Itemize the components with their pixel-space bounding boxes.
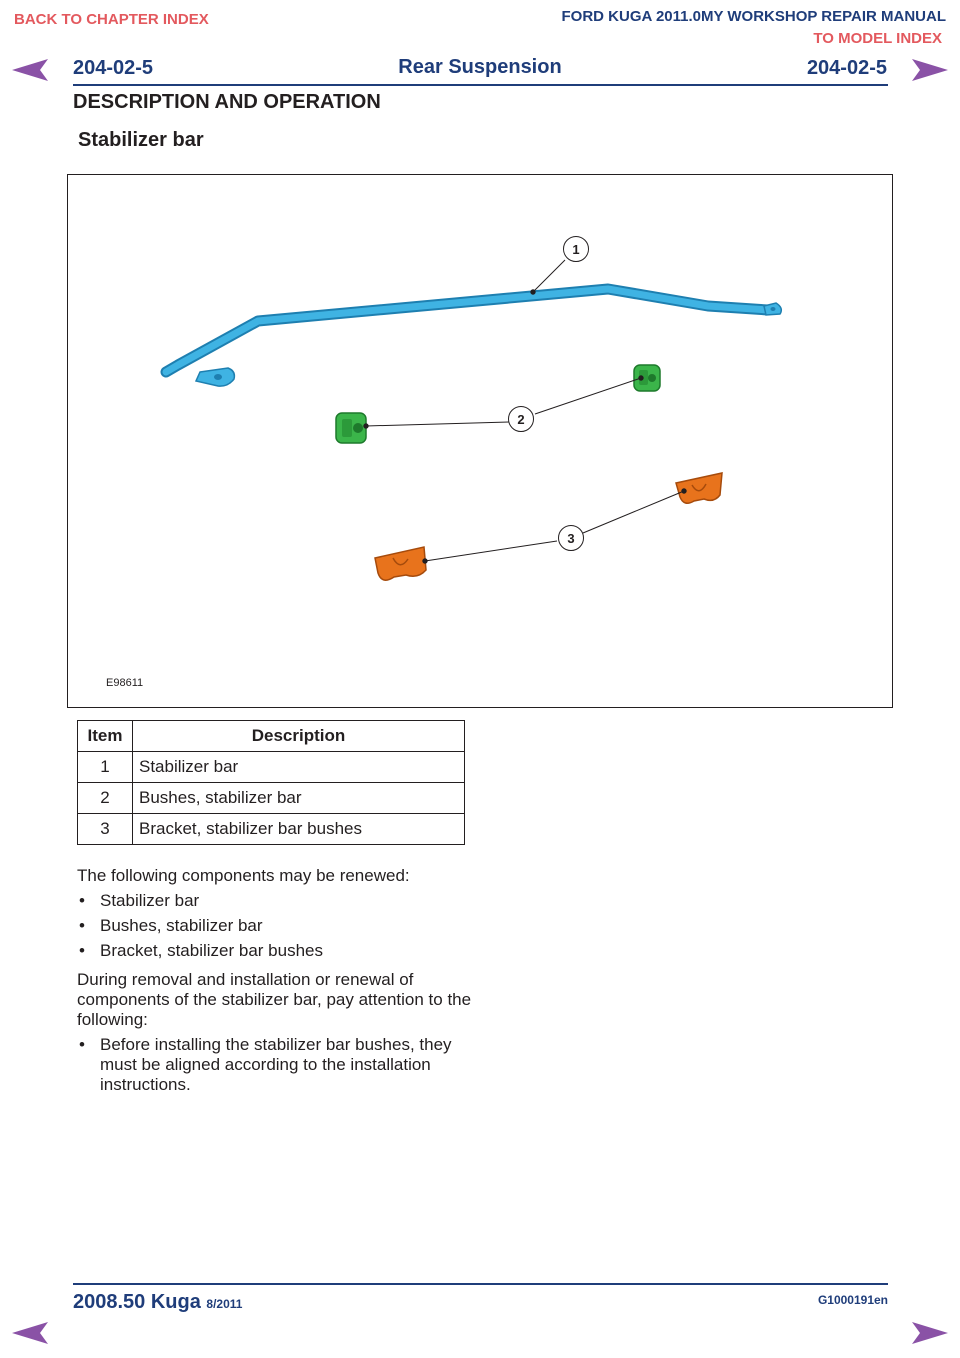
body-content [77, 866, 472, 1095]
table-header-item: Item [78, 721, 133, 752]
footer-model-name: 2008.50 Kuga [73, 1291, 201, 1313]
manual-title: FORD KUGA 2011.0MY WORKSHOP REPAIR MANUAL [561, 8, 946, 25]
table-cell-description: Stabilizer bar [133, 752, 465, 783]
callout-2 [509, 407, 534, 432]
back-to-chapter-index-link[interactable]: BACK TO CHAPTER INDEX [14, 11, 209, 28]
callout-3 [559, 526, 584, 551]
bracket-left-drawing [375, 547, 426, 580]
svg-text:2: 2 [517, 412, 525, 427]
svg-text:3: 3 [567, 531, 575, 546]
footer-model [73, 1291, 242, 1314]
list-item: • Bracket, stabilizer bar bushes [77, 941, 472, 961]
to-model-index-link[interactable]: TO MODEL INDEX [813, 30, 942, 47]
list-item: • Bushes, stabilizer bar [77, 916, 472, 936]
bottom-previous-arrow-icon[interactable] [10, 1320, 50, 1346]
bracket-right-drawing [676, 473, 722, 503]
list-item: • Before installing the stabilizer bar bushes, they must be aligned according to the installation instructions. [77, 1035, 472, 1095]
table-header-row [78, 721, 465, 752]
section-heading: DESCRIPTION AND OPERATION [73, 91, 381, 113]
footer-date: 8/2011 [206, 1297, 243, 1311]
item-table [77, 720, 465, 845]
chapter-title: Rear Suspension [398, 56, 562, 78]
stabilizer-bar-drawing [166, 289, 781, 386]
table-row [78, 814, 465, 845]
bush-left-drawing [336, 413, 366, 443]
table-header-description: Description [133, 721, 465, 752]
svg-text:1: 1 [572, 242, 580, 257]
table-cell-description: Bushes, stabilizer bar [133, 783, 465, 814]
table-cell-item: 1 [78, 752, 133, 783]
list-item: • Stabilizer bar [77, 891, 472, 911]
intro-text: The following components may be renewed: [77, 866, 410, 885]
page-subtitle: Stabilizer bar [78, 129, 204, 151]
table-cell-item: 3 [78, 814, 133, 845]
footer-rule [73, 1283, 888, 1285]
figure-code: E98611 [106, 677, 144, 689]
bottom-next-arrow-icon[interactable] [910, 1320, 950, 1346]
stabilizer-illustration [68, 175, 892, 707]
header-rule [73, 84, 888, 86]
bush-right-drawing [634, 365, 660, 391]
table-cell-item: 2 [78, 783, 133, 814]
section-number-left: 204-02-5 [73, 57, 154, 79]
table-row [78, 752, 465, 783]
instruction-paragraph: During removal and installation or renewal of components of the stabilizer bar, pay attention to the following: [77, 970, 472, 1029]
footer-doc-code: G1000191en [817, 1293, 888, 1307]
table-row [78, 783, 465, 814]
figure-frame [67, 174, 893, 708]
section-number-right: 204-02-5 [806, 57, 887, 79]
callout-1 [564, 237, 589, 262]
table-cell-description: Bracket, stabilizer bar bushes [133, 814, 465, 845]
